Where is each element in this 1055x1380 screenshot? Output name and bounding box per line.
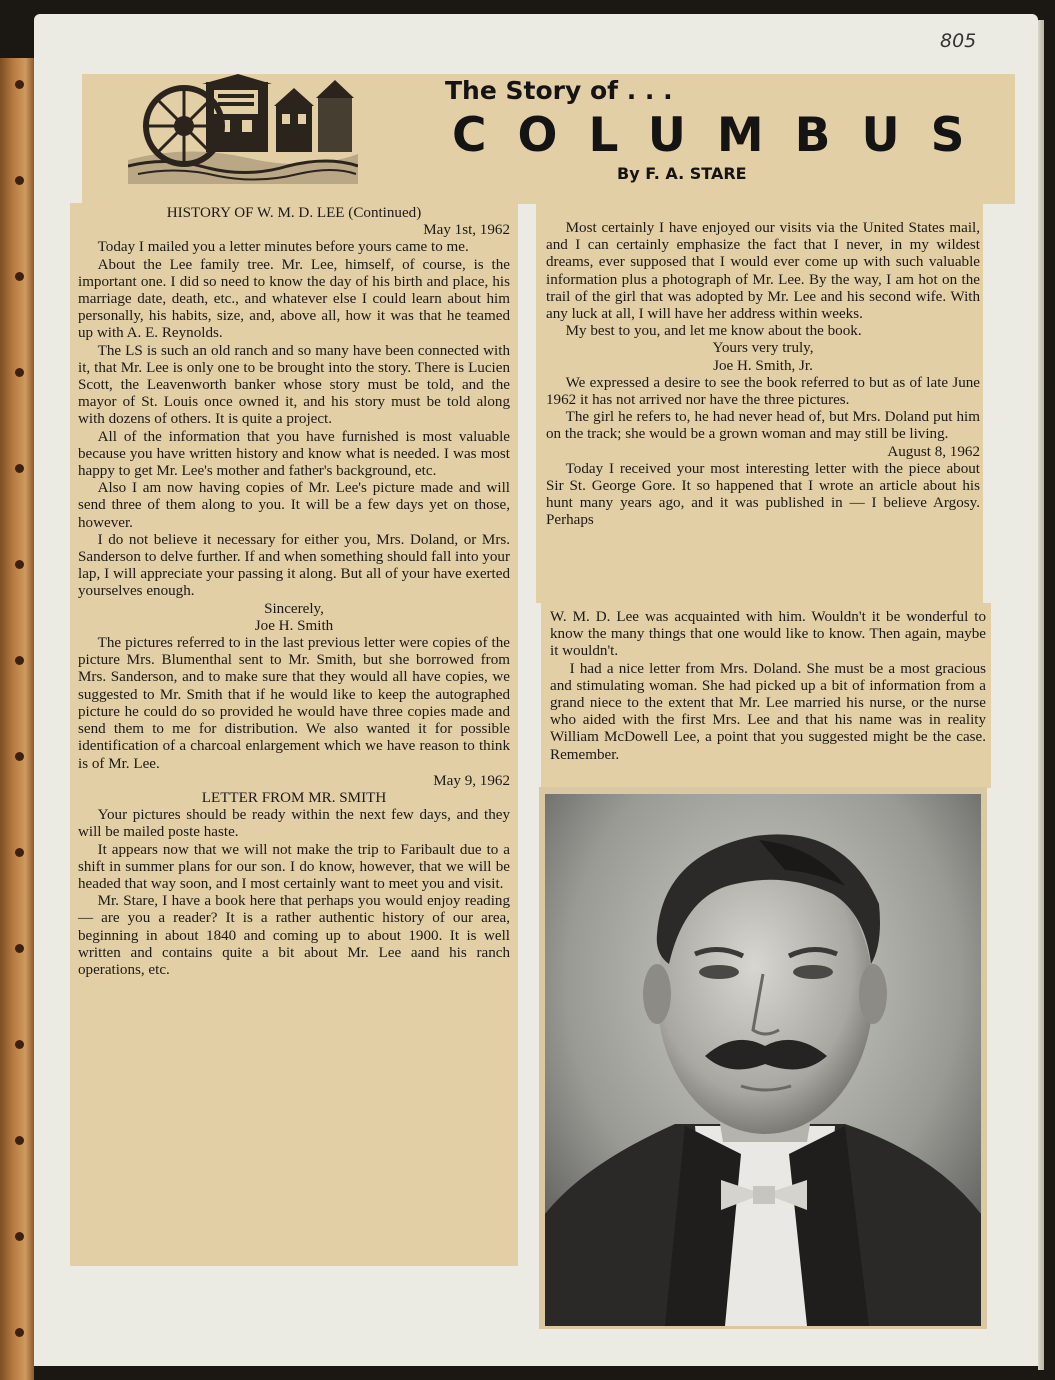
binding-hole	[15, 80, 24, 89]
binding-hole	[15, 1232, 24, 1241]
paragraph: Joe H. Smith, Jr.	[713, 357, 813, 374]
binding-hole	[15, 848, 24, 857]
paragraph: All of the information that you have furnished is most valuable because you have written history and know what is needed. I was most happy to get Mr. Lee's mother and father's background, etc.	[78, 428, 510, 480]
paragraph: Your pictures should be ready within the next few days, and they will be mailed poste haste.	[78, 807, 510, 841]
article-title: COLUMBUS	[452, 108, 996, 163]
paragraph: The LS is such an old ranch and so many have been connected with it, that Mr. Lee is only one to be brought into the story. There is Lucien Scott, the Leavenworth banker whose story must be told, and the mayor of St. Louis once owned it, and his story must be told along with dozens of others. It is quite a project.	[78, 342, 510, 428]
paragraph: We expressed a desire to see the book referred to but as of late June 1962 it has not arrived nor have the three pictures.	[546, 374, 980, 409]
binding-hole	[15, 1136, 24, 1145]
paragraph: Joe H. Smith	[254, 617, 334, 634]
header-kicker: The Story of . . .	[445, 76, 673, 105]
scrapbook-binding	[0, 58, 34, 1380]
paragraph: I had a nice letter from Mrs. Doland. She must be a most gracious and stimulating woman. She had picked up a bit of information from a grand niece to the extent that Mr. Lee married his nurse, or the nurse who aided with the first Mrs. Lee and that his name was in reality William McDowell Lee, a point that you suggested might be the case. Remember.	[550, 660, 986, 763]
paragraph: My best to you, and let me know about the book.	[565, 323, 862, 340]
binding-hole	[15, 656, 24, 665]
paragraph: Today I mailed you a letter minutes before yours came to me.	[97, 239, 469, 256]
paragraph: LETTER FROM MR. SMITH	[201, 789, 387, 806]
binding-hole	[15, 944, 24, 953]
article-byline: By F. A. STARE	[617, 164, 747, 183]
paragraph: The pictures referred to in the last previous letter were copies of the picture Mrs. Blumenthal sent to Mr. Smith, but she borrowed from Mrs. Sanderson, and to make sure that they would all have copies, we suggested to Mr. Smith that if he would like to keep the autographed picture he could do so provided he would have three copies made and send them to me for distribution. We also wanted it for possible identification of a charcoal enlargement which we have reason to think is of Mr. Lee.	[78, 635, 510, 772]
paragraph: Yours very truly,	[712, 340, 814, 357]
paragraph: About the Lee family tree. Mr. Lee, himself, of course, is the important one. I did so need to know the day of his birth and place, his marriage date, death, etc., and whatever else I could learn about him personally, his habits, size, and, above all, how it was that he teamed up with A. E. Reynolds.	[78, 256, 510, 342]
paragraph: Mr. Stare, I have a book here that perhaps you would enjoy reading — are you a reader? It is a rather authentic history of our area, beginning in about 1840 and coming up to about 1900. It is well written and contains quite a bit about Mr. Lee aand his ranch operations, etc.	[78, 893, 510, 978]
binding-hole	[15, 368, 24, 377]
binding-hole	[15, 1328, 24, 1337]
paragraph: Today I received your most interesting letter with the piece about Sir St. George Gore. It so happened that I wrote an article about his hunt many years ago, and it was published in — I believe Argosy. Perhaps	[546, 460, 980, 529]
paragraph: W. M. D. Lee was acquainted with him. Wouldn't it be wonderful to know the many things that one would like to know. Then again, maybe it wouldn't.	[550, 609, 986, 660]
paragraph: May 9, 1962	[433, 772, 510, 789]
portrait-photo-wm-d-lee	[545, 794, 981, 1326]
left-text-column	[78, 205, 510, 979]
paragraph: Most certainly I have enjoyed our visits via the United States mail, and I can certainly emphasize the fact that I never, in my wildest dreams, ever supposed that I would ever come up with such valuable information plus a photograph of Mr. Lee. By the way, I am hot on the trail of the girl that was adopted by Mr. Lee and his second wife. With any luck at all, I will have her address within weeks.	[546, 220, 980, 323]
binding-hole	[15, 560, 24, 569]
binding-hole	[15, 272, 24, 281]
binding-hole	[15, 1040, 24, 1049]
paragraph: August 8, 1962	[887, 443, 980, 460]
mill-woodcut-illustration	[128, 74, 358, 184]
right-top-text-column	[546, 220, 980, 530]
page-edge	[1038, 20, 1044, 1370]
paragraph: I do not believe it necessary for either you, Mrs. Doland, or Mrs. Sanderson to delve further. If and when something should fall into your lap, I will appreciate your passing it along. But all of your have exerted yourselves enough.	[78, 531, 510, 600]
binding-hole	[15, 752, 24, 761]
page-number: 805	[940, 30, 977, 52]
paragraph: HISTORY OF W. M. D. LEE (Continued)	[166, 205, 422, 221]
paragraph: Also I am now having copies of Mr. Lee's picture made and will send three of them along to you. It will be a few days yet on those, however.	[78, 480, 510, 531]
paragraph: May 1st, 1962	[423, 222, 510, 239]
paragraph: Sincerely,	[264, 600, 324, 617]
binding-hole	[15, 176, 24, 185]
paragraph: The girl he refers to, he had never head of, but Mrs. Doland put him on the track; she would be a grown woman and may still be living.	[546, 409, 980, 443]
paragraph: It appears now that we will not make the trip to Faribault due to a shift in summer plans for our son. I do know, however, that we will be headed that way soon, and I most certainly want to meet you and visit.	[78, 841, 510, 892]
binding-hole	[15, 464, 24, 473]
right-middle-text-column	[550, 609, 986, 764]
